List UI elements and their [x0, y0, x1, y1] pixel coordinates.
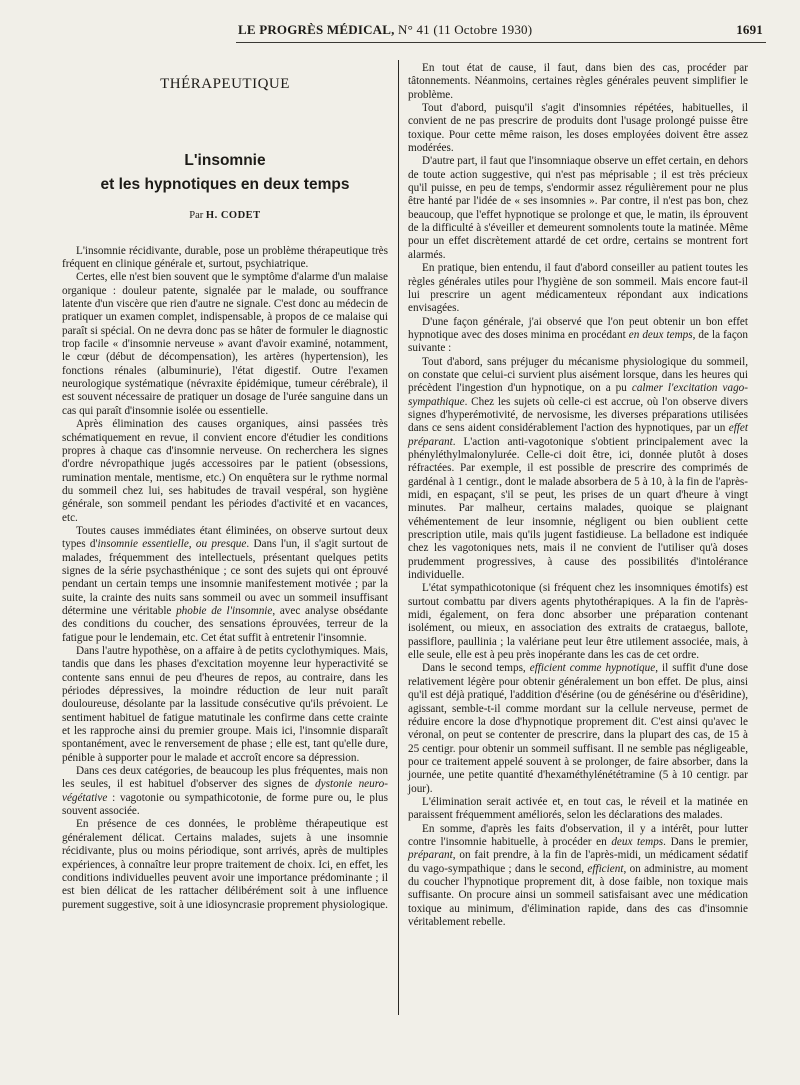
paragraph: Dans l'autre hypothèse, on a affaire à de petits cyclothymiques. Mais, tandis que dans les phases d'excitation moyenne leur hyperactivité se contente sans ennui de peu d'heures de repos, au contraire, dans les périodes dépressives, la moindre réduction de leur nuit paraît douloureuse, désolante par la lassitude consécutive qu'ils prévoient. Le sentiment habituel de fatigue matutinale les confirme dans cette crainte et les rapproche ainsi du premier groupe. Mais ici, l'insomnie disparaît spontanément, avec le renversement de phase ; elle est, tant qu'elle dure, pénible à supporter pour le malade et accroît encore sa dépression.	[62, 645, 388, 764]
byline: Par H. CODET	[189, 210, 261, 222]
title-line-2: et les hypnotiques en deux temps	[100, 176, 350, 194]
section-heading: THÉRAPEUTIQUE	[160, 76, 290, 92]
article-title	[62, 149, 388, 197]
paragraph: Certes, elle n'est bien souvent que le symptôme d'alarme d'un malaise organique : douleur patente, signalée par le malade, ou souffrance latente d'un viscère que rien d'autre ne signale. C'est donc au médecin de pratiquer un examen complet, indispensable, à propos de ce malaise qui paraît si spécial. On ne devra donc pas se hâter de formuler le diagnostic trop facile « d'insomnie nerveuse » avant d'avoir examiné, notamment, le cœur (début de décompensation), les artères (hypertension), les fonctions rénales (albuminurie), l'état digestif. Outre l'examen neurologique systématique (névraxite épidémique, tumeur cérébrale), il est souvent nécessaire de pratiquer un dosage de l'urée sanguine dans un cas qui paraît d'insomnie isolée ou essentielle.	[62, 271, 388, 417]
paragraph: Dans ces deux catégories, de beaucoup les plus fréquentes, mais non les seules, il est habituel d'observer des signes de dystonie neuro-végétative : vagotonie ou sympathicotonie, de forme pure ou, le plus souvent associée.	[62, 765, 388, 818]
paragraph: D'autre part, il faut que l'insomniaque observe un effet certain, en dehors de toute action suggestive, qui n'est pas méprisable ; il est très précieux qu'il puisse, en peu de temps, s'endormir assez régulièrement pour ne plus être hanté par l'idée de « ses insomnies ». Par contre, il n'est pas bon, chez beaucoup, que l'effet hypnotique se prolonge et que, le matin, ils éprouvent de la difficulté à s'éveiller et demeurent somnolents toute la matinée. Même pour un effet discrètement attardé de cet ordre, certains se montrent fort alarmés.	[408, 155, 748, 261]
paragraph: En tout état de cause, il faut, dans bien des cas, procéder par tâtonnements. Néanmoins, certaines règles générales peuvent simplifier le problème.	[408, 62, 748, 101]
title-line-1: L'insomnie	[184, 152, 266, 170]
author-name: H. CODET	[205, 210, 261, 222]
right-column	[408, 62, 748, 929]
paragraph: En somme, d'après les faits d'observation, il y a intérêt, pour lutter contre l'insomnie habituelle, à procéder en deux temps. Dans le premier, préparant, on fait prendre, à la fin de l'après-midi, un médicament sédatif du vago-sympathique ; dans le second, efficient, on administre, au moment du coucher l'hypnotique proprement dit, à dose faible, non toxique mais suffisante. On procure ainsi un sommeil satisfaisant avec une médication toxique au minimum, d'élimination rapide, dans des cas d'insomnie véritablement rebelle.	[408, 822, 748, 928]
paragraph: Toutes causes immédiates étant éliminées, on observe surtout deux types d'insomnie essentielle, ou presque. Dans l'un, il s'agit surtout de malades, fréquemment des intellectuels, présentant quelques petits signes de la série psychasthénique ; ce sont des sujets qui ont éprouvé pendant un certain temps une insomnie manifestement motivée ; par la suite, la crainte des nuits sans sommeil ou avec un sommeil insuffisant détermine une véritable phobie de l'insomnie, avec analyse obsédante des conditions du coucher, des sensations éprouvées, terreur de la fatigue pour le lendemain, etc. Cet état suffit à entretenir l'insomnie.	[62, 524, 388, 644]
paragraph: L'insomnie récidivante, durable, pose un problème thérapeutique très fréquent en clinique générale et, surtout, psychiatrique.	[62, 244, 388, 271]
page-header	[238, 20, 763, 42]
issue-number: N° 41 (11 Octobre 1930)	[398, 22, 533, 37]
left-column	[62, 58, 388, 912]
paragraph: Tout d'abord, sans préjuger du mécanisme physiologique du sommeil, on constate que celui-ci survient plus aisément lorsque, dans les heures qui précèdent l'ingestion d'un hypnotique, on a pu calmer l'excitation vago-sympathique. Chez les sujets où celle-ci est accrue, où l'on observe divers signes d'hyperémotivité, de nervosisme, les diverses préparations utilisées dans ce sens aident considérablement l'action des hypnotiques, par un effet préparant. L'action anti-vagotonique s'obtient principalement avec la phényléthylmalonylurée. Celle-ci doit être, ici, donnée plutôt à doses réfractées. Par exemple, il est possible de prescrire des comprimés de gardénal à 1 centigr., dont le malade absorbera de 5 à 10, à la fin de l'après-midi, en espaçant, s'il se peut, les prises de un quart d'heure à vingt minutes. Par malheur, certains malades, quoique se plaignant véhémentement de leur insomnie, négligent ou bien oublient cette prescription utile, mais qu'ils jugent fastidieuse. La belladone est indiquée chez les vagotoniques nets, mais il ne convient de l'utiliser qu'à doses prudemment progressives, à cause des possibilités d'intolérance individuelle.	[408, 355, 748, 582]
column-divider	[398, 60, 399, 1015]
paragraph: Après élimination des causes organiques, ainsi passées très schématiquement en revue, il convient encore d'étudier les conditions propres à chaque cas d'insomnie nerveuse. On recherchera les signes d'ordre névropathique jugés accessoires par le patient (obsessions, rumination mentale, mentisme, etc.) On enquêtera sur le rythme normal du sommeil chez lui, ses habitudes de travail vespéral, son hygiène générale, son sommeil pendant les périodes d'activité et en vacances, etc.	[62, 418, 388, 524]
paragraph: Dans le second temps, efficient comme hypnotique, il suffit d'une dose relativement légère pour obtenir généralement un bon effet. De plus, ainsi qu'il est déjà pratiqué, l'addition d'ésérine (ou de génésérine ou d'ésêridine), agissant, semble-t-il comme mordant sur la cellule nerveuse, permet de réduire encore la dose d'hypnotique proprement dit. C'est ainsi qu'avec le véronal, on peut se contenter de prescrire, dans la plupart des cas, de 15 à 25 centigr. pour obtenir un sommeil suffisant. Il ne semble pas négligeable, pour ce traitement appelé souvent à se prolonger, de faire absorber, dans la journée, une petite quantité d'hexaméthylénététramine (5 à 10 centigr. par jour).	[408, 662, 748, 795]
paragraph: Tout d'abord, puisqu'il s'agit d'insomnies répétées, habituelles, il convient de ne pas prescrire de produits dont l'usage prolongé puisse être toxique. Pour cette même raison, les doses employées doivent être assez modérées.	[408, 102, 748, 155]
paragraph: D'une façon générale, j'ai observé que l'on peut obtenir un bon effet hypnotique avec des doses minima en procédant en deux temps, de la façon suivante :	[408, 315, 748, 355]
paragraph: En présence de ces données, le problème thérapeutique est généralement délicat. Certains malades, sujets à une insomnie récidivante, plus ou moins périodique, sont arrivés, après de multiples expériences, à connaître leur propre traitement de choix. Ici, en effet, les conditions individuelles peuvent avoir une importance prédominante ; il est bien délicat de les rattacher délibérément soit à une influence purement suggestive, soit à une idiosyncrasie proprement physiologique.	[62, 818, 388, 911]
running-title: LE PROGRÈS MÉDICAL, N° 41 (11 Octobre 1930)	[238, 22, 533, 37]
paragraph: L'élimination serait activée et, en tout cas, le réveil et la matinée en paraissent fréquemment améliorés, selon les déclarations des malades.	[408, 795, 748, 822]
header-rule	[236, 42, 766, 43]
page-number: 1691	[736, 22, 763, 37]
paragraph: L'état sympathicotonique (si fréquent chez les insomniques émotifs) est surtout combattu par divers agents phytothérapiques. A la fin de l'après-midi, également, on fera donc absorber une préparation contenant isolément, ou mieux, en association des extraits de crataegus, ballote, passiflore, paullinia ; la valériane peut leur être utilement associée, mais, à elle seule, elle est à peu près inopérante dans les cas de cet ordre.	[408, 582, 748, 662]
paragraph: En pratique, bien entendu, il faut d'abord conseiller au patient toutes les règles générales utiles pour l'hygiène de son sommeil. Mais encore faut-il lui prescrire un agent médicamenteux répondant aux indications envisagées.	[408, 262, 748, 315]
